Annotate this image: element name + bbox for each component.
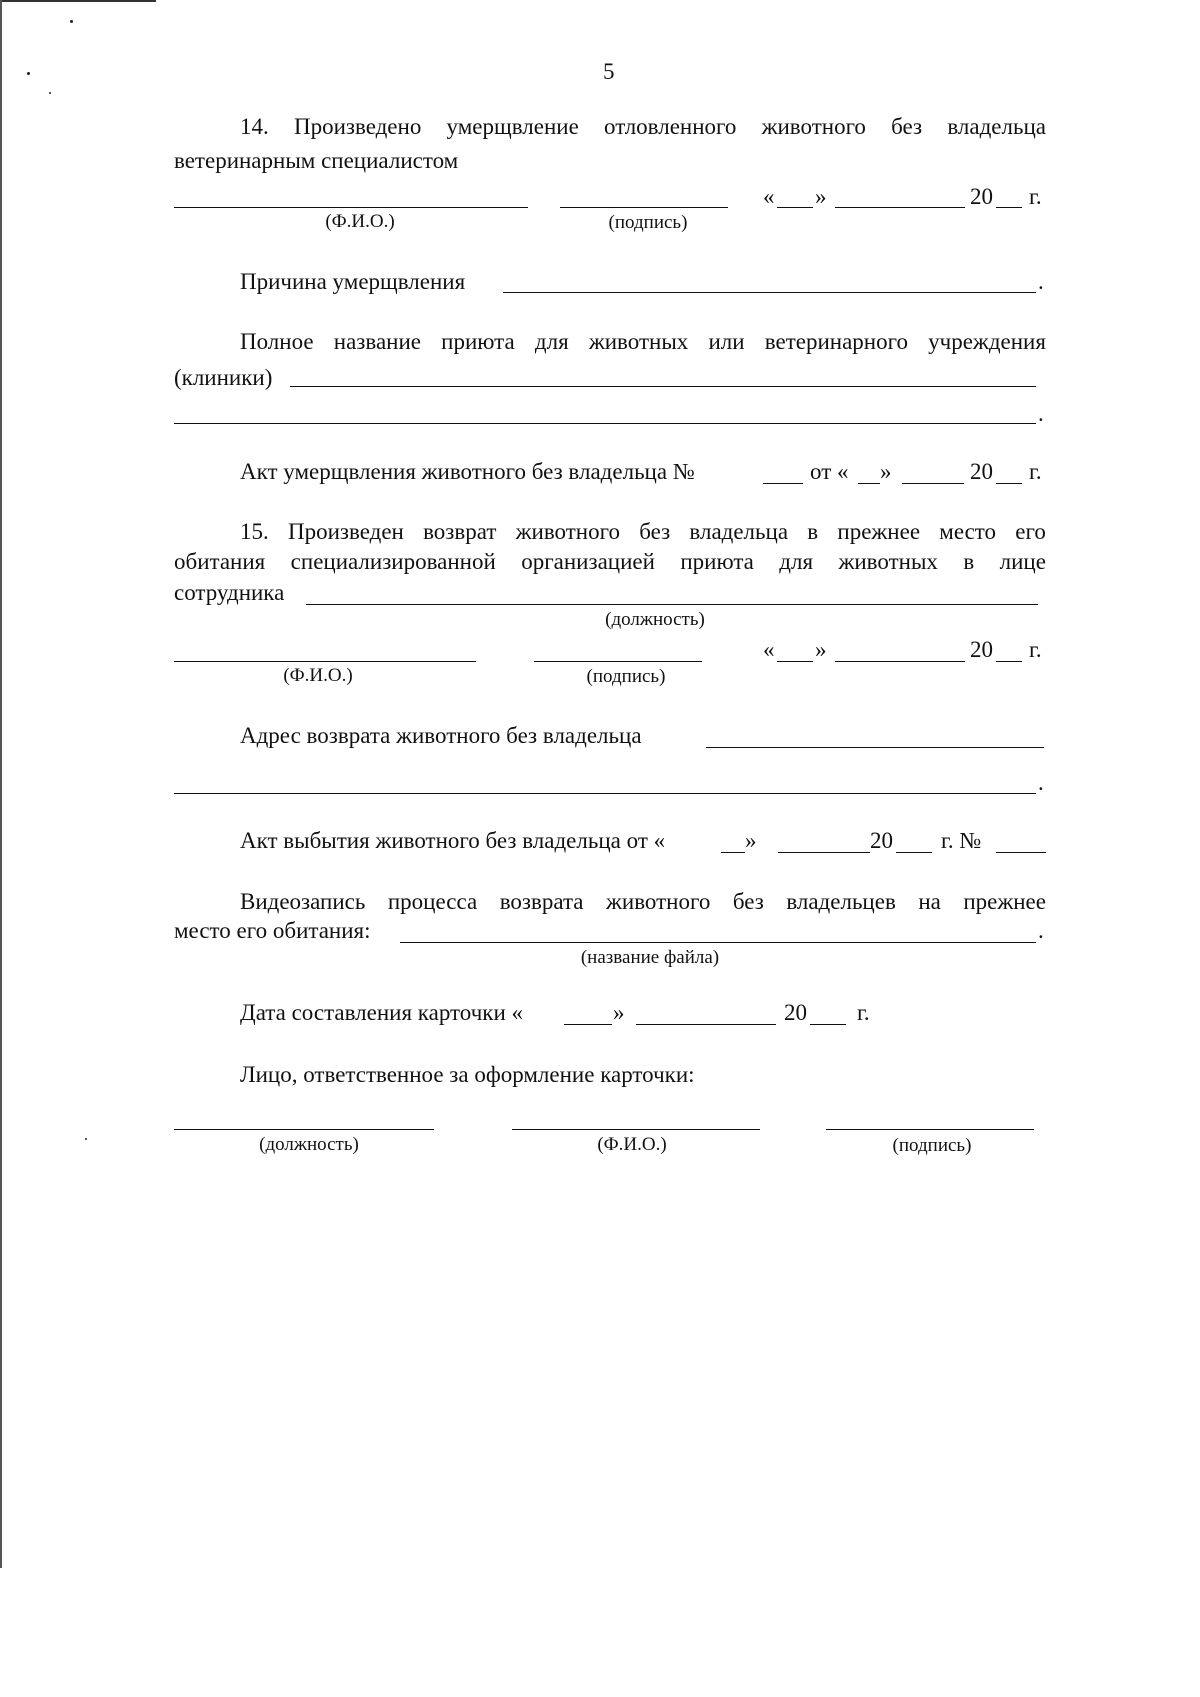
shelter-line-2: (клиники): [174, 365, 273, 390]
word: владельца: [689, 519, 789, 544]
s15-line-2: [174, 548, 1046, 576]
video-line-2: место его обитания:: [174, 918, 371, 943]
s14-date-open: «: [763, 184, 775, 209]
disposal-act-number-line: [996, 852, 1046, 853]
word: животного: [515, 519, 620, 544]
s15-date-open: «: [763, 637, 775, 662]
word: приюта: [441, 329, 515, 354]
word: владельцев: [786, 889, 896, 914]
s14-day-line: [777, 207, 813, 208]
return-address-line-2: [174, 793, 1036, 794]
s14-fio-caption: (Ф.И.О.): [325, 211, 395, 232]
s15-position-caption: (должность): [605, 609, 705, 630]
responsible-fio-caption: (Ф.И.О.): [597, 1134, 667, 1155]
card-date-label: Дата составления карточки «: [240, 1000, 523, 1025]
euth-act-from: от «: [810, 459, 849, 484]
s14-month-line: [835, 207, 965, 208]
responsible-position-line: [174, 1129, 434, 1130]
word: без: [732, 889, 764, 914]
card-date-day-line: [564, 1024, 612, 1025]
s14-year-line: [996, 207, 1022, 208]
word: в: [963, 549, 975, 574]
s15-year-suffix: г.: [1029, 637, 1042, 662]
s14-line-1: [240, 113, 1046, 141]
video-end: .: [1038, 918, 1044, 943]
s15-employee-line: [306, 604, 1038, 605]
s15-month-line: [835, 661, 965, 662]
word: для: [779, 549, 814, 574]
s14-signature-line: [560, 207, 728, 208]
s14-line-2: ветеринарным специалистом: [174, 148, 459, 173]
shelter-line-1: [240, 328, 1046, 356]
word: в: [807, 519, 819, 544]
word: ветеринарного: [764, 329, 908, 354]
word: или: [708, 329, 745, 354]
s15-fio-line: [174, 661, 476, 662]
card-date-year-line: [810, 1024, 846, 1025]
scan-speck: [49, 92, 51, 94]
disposal-act-month-line: [778, 852, 870, 853]
reason-end: .: [1038, 269, 1044, 294]
euth-act-number-line: [763, 483, 803, 484]
word: на: [918, 889, 941, 914]
disposal-act-year-prefix: 20: [870, 828, 893, 853]
responsible-label: Лицо, ответственное за оформление карточки:: [240, 1062, 695, 1087]
word: организацией: [521, 549, 655, 574]
s14-signature-caption: (подпись): [608, 212, 688, 233]
video-filename-caption: (название файла): [580, 947, 720, 968]
word: умерщвление: [446, 114, 579, 139]
scan-border-left: [0, 0, 2, 1568]
word: обитания: [174, 549, 266, 574]
scan-speck: [27, 72, 30, 75]
word: возврата: [499, 889, 584, 914]
responsible-signature-caption: (подпись): [892, 1135, 972, 1156]
shelter-line-blank-1: [290, 386, 1036, 387]
word: животного: [606, 889, 711, 914]
word: владельца: [947, 114, 1046, 139]
return-address-end: .: [1038, 770, 1044, 795]
s15-line-3: сотрудника: [174, 580, 285, 605]
video-line-1: [240, 888, 1046, 916]
reason-label: Причина умерщвления: [240, 269, 466, 294]
euth-act-year-line: [996, 483, 1022, 484]
word: животного: [761, 114, 866, 139]
s15-year-line: [996, 661, 1022, 662]
word: отловленного: [604, 114, 737, 139]
word: Видеозапись: [240, 889, 366, 914]
shelter-line-blank-2: [174, 423, 1036, 424]
shelter-end: .: [1038, 401, 1044, 426]
s15-line-1: [240, 518, 1046, 546]
s15-fio-caption: (Ф.И.О.): [283, 665, 353, 686]
word: Произведено: [293, 114, 422, 139]
word: животных: [838, 549, 938, 574]
euth-act-month-line: [902, 483, 964, 484]
euth-act-year-suffix: г.: [1029, 459, 1042, 484]
s14-fio-line: [174, 207, 528, 208]
word: 14.: [240, 114, 269, 139]
responsible-signature-line: [826, 1129, 1034, 1130]
return-address-label: Адрес возврата животного без владельца: [240, 723, 642, 748]
word: Произведен: [287, 519, 404, 544]
word: процесса: [387, 889, 478, 914]
responsible-position-caption: (должность): [259, 1134, 359, 1155]
s15-signature-line: [534, 661, 702, 662]
s15-year-prefix: 20: [970, 637, 993, 662]
card-date-year-suffix: г.: [857, 1000, 870, 1025]
word: приюта: [680, 549, 754, 574]
disposal-act-label: Акт выбытия животного без владельца от «: [240, 828, 666, 853]
card-date-year-prefix: 20: [784, 1000, 807, 1025]
disposal-act-year-suffix: г. №: [941, 828, 982, 853]
word: его: [1015, 519, 1046, 544]
card-date-month-line: [636, 1024, 776, 1025]
word: возврат: [423, 519, 497, 544]
scan-speck: [85, 1138, 87, 1140]
page-number: 5: [603, 59, 615, 84]
euth-act-close: »: [880, 459, 892, 484]
s14-year-suffix: г.: [1029, 184, 1042, 209]
s14-year-prefix: 20: [970, 184, 993, 209]
s14-date-close: »: [815, 184, 827, 209]
s15-day-line: [777, 661, 813, 662]
s15-signature-caption: (подпись): [586, 666, 666, 687]
return-address-line-1: [706, 747, 1044, 748]
scan-speck: [70, 20, 73, 23]
word: для: [534, 329, 569, 354]
euth-act-year-prefix: 20: [970, 459, 993, 484]
s15-date-close: »: [815, 637, 827, 662]
word: специализированной: [290, 549, 496, 574]
word: название: [333, 329, 421, 354]
disposal-act-close: »: [745, 828, 757, 853]
word: учреждения: [928, 329, 1046, 354]
euth-act-day-line: [858, 483, 880, 484]
reason-line: [503, 292, 1036, 293]
disposal-act-year-line: [896, 852, 932, 853]
word: прежнее: [837, 519, 921, 544]
word: прежнее: [963, 889, 1046, 914]
disposal-act-day-line: [721, 852, 745, 853]
responsible-fio-line: [512, 1129, 760, 1130]
word: животных: [588, 329, 689, 354]
euth-act-label: Акт умерщвления животного без владельца №: [240, 459, 695, 484]
video-filename-line: [400, 942, 1036, 943]
word: лице: [999, 549, 1046, 574]
word: без: [891, 114, 923, 139]
word: без: [639, 519, 671, 544]
scan-border-top: [0, 0, 156, 2]
word: Полное: [240, 329, 314, 354]
card-date-close: »: [613, 1000, 625, 1025]
word: место: [939, 519, 997, 544]
word: 15.: [240, 519, 269, 544]
